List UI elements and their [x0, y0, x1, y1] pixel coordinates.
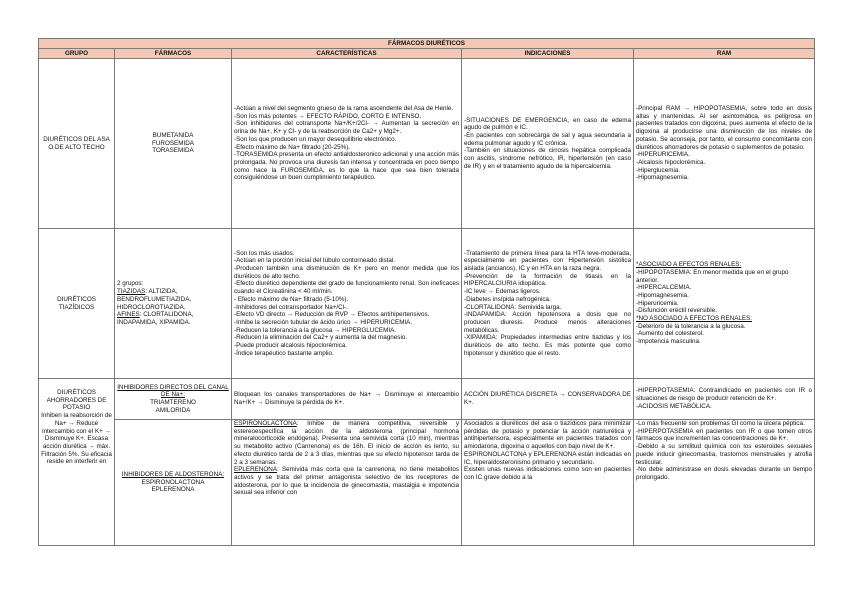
- ram-item: -Aumento del colesterol.: [636, 330, 704, 338]
- ram-item: -Hipomagnesemia.: [636, 291, 689, 299]
- header-grupo: GRUPO: [39, 49, 115, 59]
- group-asa: [39, 59, 115, 229]
- drug-name: BUMETANIDA: [152, 131, 194, 139]
- characteristic-item: -Inhibe la secreción tubular de ácido úrico → HIPERURICEMIA.: [234, 318, 413, 326]
- table-title-row: [39, 39, 815, 49]
- characteristic-item: -Producen también una disminución de K+ pero en menor medida que los diuréticos de alto techo.: [234, 264, 459, 280]
- group-ahorradores-note: Inhiben la reabsorción de Na+ → Reduce intercambio con el K+ → Disminuye K+. Escasa acción diurética → máx. Filtración 5%. Su eficacia reside en interferir en: [41, 412, 112, 466]
- characteristic-item: -Actúan a nivel del segmento grueso de la rama ascendente del Asa de Henle.: [234, 104, 454, 112]
- group-tiazidicos: [39, 229, 115, 379]
- ram-item: -HIPERPOTASEMIA en pacientes con IR o que tomen otros fármacos que incrementen las concentraciones de K+.: [636, 427, 812, 443]
- ram-item: -HIPERPOTASEMIA: Contraindicado en pacientes con IR o situaciones de riesgo de producir retención de K+.: [636, 387, 812, 403]
- characteristic-item: -Actúan en la porción inicial del túbulo contorneado distal.: [234, 257, 396, 265]
- drugs-asa: [115, 59, 232, 229]
- table-row-tiazidicos: [39, 229, 815, 379]
- characteristic-item: -Inhibidores del cotransportador Na+/Cl-.: [234, 303, 348, 311]
- indications-tiazidicos: [462, 229, 634, 379]
- indication-item: -En pacientes con sobrecarga de sal y agua secundaria a edema pulmonar agudo y IC crónica.: [464, 131, 631, 147]
- ram-item: -ACIDOSIS METABÓLICA.: [636, 402, 712, 410]
- drug-subgroup-title: INHIBIDORES DE ALDOSTERONA:: [121, 470, 225, 478]
- group-ahorradores-label: DIURÉTICOS AHORRADORES DE POTASIO: [46, 389, 107, 412]
- drug-afines: [117, 311, 229, 326]
- tiazidas-label: TIAZIDAS: [117, 288, 146, 296]
- drugs-tiazidicos: [115, 229, 232, 379]
- indication-item: Existen unas nuevas indicaciones como son en pacientes con IC grave debido a la: [464, 466, 631, 481]
- afines-drugs: : CLORTALIDONA, INDAPAMIDA, XIPAMIDA.: [117, 311, 194, 326]
- characteristic-item: -Son los más usados.: [234, 249, 295, 257]
- ram-item: -Deterioro de la tolerancia a la glucosa.: [636, 322, 746, 330]
- characteristics-ahorradores-directos: [232, 379, 462, 420]
- characteristics-ahorradores-aldosterona: [232, 420, 462, 546]
- indication-item: -INDAPAMIDA: Acción hipotensora a dosis que no producen diuresis. Produce menos alteraciones metabólicas.: [464, 311, 631, 334]
- drug-name: AMILORIDA: [155, 406, 191, 414]
- header-indicaciones: INDICACIONES: [462, 49, 634, 59]
- drug-name: EPLERENONA: [151, 486, 195, 494]
- indication-item: ESPIRONOLACTONA y EPLERENONA están indicadas en IC, hiperaldosteronismo primario y secundario.: [464, 450, 631, 466]
- table-row-ahorradores-aldosterona: [39, 420, 815, 546]
- ram-item: -Principal RAM → HIPOPOTASEMIA, sobre todo en dosis altas y mantenidas. Al ser asintomática, es peligrosa en pacientes tratados con digoxina, pues aumenta el efecto de la digoxina al producirse una disminución de los niveles de potasio. Se aconseja, por tanto, el consumo concomitante con diuréticos ahorradores de potasio o suplementos de potasio.: [636, 104, 812, 151]
- characteristic-item: -Puede producir alcalosis hipoclorémica.: [234, 342, 348, 350]
- ram-item: -Disfunción eréctil reversible.: [636, 307, 717, 315]
- espironolactona-label: ESPIRONOLACTONA: [234, 420, 297, 427]
- table-row-ahorradores-directos: [39, 379, 815, 420]
- drug-name: TRIAMTERENO: [150, 399, 196, 406]
- ram-tiazidicos: [634, 229, 815, 379]
- indication-item: -SITUACIONES DE EMERGENCIA, en caso de edema agudo de pulmón e IC.: [464, 116, 631, 132]
- indication-item: Asociados a diuréticos del asa o tiazídicos para minimizar pérdidas de potasio y potenciar la acción natriurética y antihipertensora, especialmente en pacientes tratados con amiodarona, digoxina o aquellos con bajo nivel de K+.: [464, 420, 631, 451]
- ram-item: -HIPERURICEMIA.: [636, 151, 690, 159]
- characteristic-item: Bloquean los canales transportadores de Na+ → Disminuye el intercambio Na+/K+ → Disminuye la pérdida de K+.: [234, 391, 459, 406]
- tiazidas-drugs: : ALTIZIDA, BENDROFLUMETIAZIDA, HIDROCLOROTIAZIDA.: [117, 288, 192, 311]
- afines-label: AFINES: [117, 311, 140, 319]
- ram-ahorradores-directos: [634, 379, 815, 420]
- characteristic-item: -Son inhibidores del cotransporte Na+/K+/2Cl- → Aumentan la secreción en orina de Na+, K+ y Cl- y de la reabsorción de Ca2+ y Mg2+.: [234, 120, 459, 136]
- indication-item: -Tratamiento de primera línea para la HTA leve-moderada, especialmente en pacientes con Hipertensión sistólica aislada (ancianos), IC y en HTA en la raza negra.: [464, 249, 631, 272]
- table-header-row: [39, 49, 815, 59]
- drug-subgroup-title: INHIBIDORES DIRECTOS DEL CANAL DE Na+:: [117, 383, 229, 399]
- group-tiazidicos-label: DIURÉTICOS TIAZÍDICOS: [57, 295, 96, 311]
- characteristic-item: -TORASEMIDA presenta un efecto antialdosteronico adicional y una acción más prolongada. No provoca una diuresis tan intensa y concentrada en poco tiempo como hace la FUROSEMIDA, es lo que la hace que sea bien tolerada consiguiéndose un buen cumplimiento terapéutico.: [234, 151, 459, 182]
- drug-tiazidas: [117, 288, 229, 311]
- ram-item: -No debe administrase en dosis elevadas durante un tiempo prolongado.: [636, 466, 812, 481]
- ram-item: -HIPOPOTASEMIA: En menor medida que en el grupo anterior.: [636, 268, 789, 284]
- ram-item: -Hipomagnesemia.: [636, 174, 689, 182]
- indication-item: -CLORTALIDONA: Semivida larga.: [464, 303, 562, 311]
- drug-name: FUROSEMIDA: [152, 139, 194, 147]
- table-row-asa: [39, 59, 815, 229]
- drug-name: ESPIRONOLACTONA: [141, 478, 205, 486]
- table-title: FÁRMACOS DIURÉTICOS: [39, 39, 815, 49]
- indication-item: ACCIÓN DIURÉTICA DISCRETA → CONSERVADORA DE K+.: [464, 391, 631, 406]
- drug-groups-intro: 2 grupos:: [117, 280, 144, 288]
- group-asa-label: DIURÉTICOS DEL ASA O DE ALTO TECHO: [43, 135, 110, 151]
- group-ahorradores: [39, 379, 115, 546]
- drugs-ahorradores-directos: [115, 379, 232, 420]
- ram-noassoc-title: *NO ASOCIADO A EFECTOS RENALES:: [636, 315, 753, 323]
- characteristic-item: -Efecto VD directo → Reducción de RVP → Efectos antihipertensivos.: [234, 311, 430, 319]
- characteristic-item: -Reducen la eliminación del Ca2+ y aumenta la del magnesio.: [234, 334, 408, 342]
- header-caracteristicas: CARACTERÍSTICAS: [232, 49, 462, 59]
- diuretics-table: [38, 38, 815, 546]
- indication-item: -Diabetes insípida nefrogénica.: [464, 295, 551, 303]
- indications-asa: [462, 59, 634, 229]
- ram-item: -Lo más frecuente son problemas GI como la úlcera péptica.: [636, 420, 805, 427]
- ram-item: -Impotencia masculina.: [636, 338, 701, 346]
- header-ram: RAM: [634, 49, 815, 59]
- ram-item: -Hiperglucemia.: [636, 166, 681, 174]
- eplerenona-text: : Semivida más corta que la canrenona, no tiene metabolitos activos y se trata del primer antagonista selectivo de los receptores de aldosterona, por lo que la incidencia de ginecomastia, mastalgia e impotencia sexual sea inferior con: [234, 466, 459, 497]
- indication-item: -También en situaciones de cirrosis hepática complicada con ascitis, síndrome nefrótico, IR, hipertensión (en caso de IR) y en el tratamiento agudo de la hipercalcemia.: [464, 147, 631, 170]
- indication-item: -XIPAMIDA: Propiedades intermedias entre tiazidas y los diuréticos de alto techo. Es más potente que como hipotensor y diurético que el resto.: [464, 334, 631, 357]
- characteristic-item: -Índice terapéutico bastante amplio.: [234, 349, 334, 357]
- drug-name: TORASEMIDA: [152, 147, 194, 155]
- drug-table-page: [38, 38, 814, 546]
- characteristics-asa: [232, 59, 462, 229]
- eplerenona-label: EPLERENONA: [234, 466, 278, 474]
- ram-asa: [634, 59, 815, 229]
- ram-item: -Hiperuricemia.: [636, 299, 679, 307]
- header-farmacos: FÁRMACOS: [115, 49, 232, 59]
- characteristic-item: [234, 420, 459, 466]
- espironolactona-text: : Inhibe de manera competitiva, reversible y estereoespecífica la acción de la aldosterona (principal hormona mineralocorticoide endógena). Presenta una semivida corta (10 min), mientras su metabolito activo (Canrenona) es de 16h. El inicio de acción es lento, su efecto diurético tarda de 2 a 3 días, mientras que su efecto hipotensor tarda de 2 a 3 semanas.: [234, 420, 459, 466]
- characteristic-item: -Reducen la tolerancia a la glucosa → HIPERGLUCEMIA.: [234, 326, 397, 334]
- indication-item: -IC leve → Edemas ligeros.: [464, 288, 541, 296]
- characteristics-tiazidicos: [232, 229, 462, 379]
- ram-assoc-title: *ASOCIADO A EFECTOS RENALES:: [636, 261, 742, 269]
- characteristic-item: -Son los que producen un mayor desequilibrio electrónico.: [234, 135, 397, 143]
- drugs-ahorradores-aldosterona: [115, 420, 232, 546]
- characteristic-item: [234, 466, 459, 497]
- characteristic-item: -Efecto máximo de Na+ filtrado (20-25%).: [234, 143, 351, 151]
- indications-ahorradores-aldosterona: [462, 420, 634, 546]
- indications-ahorradores-directos: [462, 379, 634, 420]
- ram-ahorradores-aldosterona: [634, 420, 815, 546]
- indication-item: -Prevención de la formación de litiasis en la HIPERCALCIURIA idiopática.: [464, 272, 631, 288]
- characteristic-item: -Son los más potentes → EFECTO RÁPIDO, CORTO E INTENSO.: [234, 112, 422, 120]
- ram-item: -Alcalosis hipoclorémica.: [636, 158, 706, 166]
- characteristic-item: - Efecto máximo de Na+ filtrado (5-10%).: [234, 295, 349, 303]
- characteristic-item: -Efecto diurético dependiente del grado de funcionamiento renal. Son ineficaces cuando el Clcreatinina < 40 ml/min.: [234, 280, 459, 296]
- ram-item: -HIPERCALCEMIA.: [636, 284, 692, 292]
- ram-item: -Debido a su similitud química con los esteroides sexuales puede inducir ginecomastia, trastornos menstruales y atrofia testicular.: [636, 443, 812, 466]
